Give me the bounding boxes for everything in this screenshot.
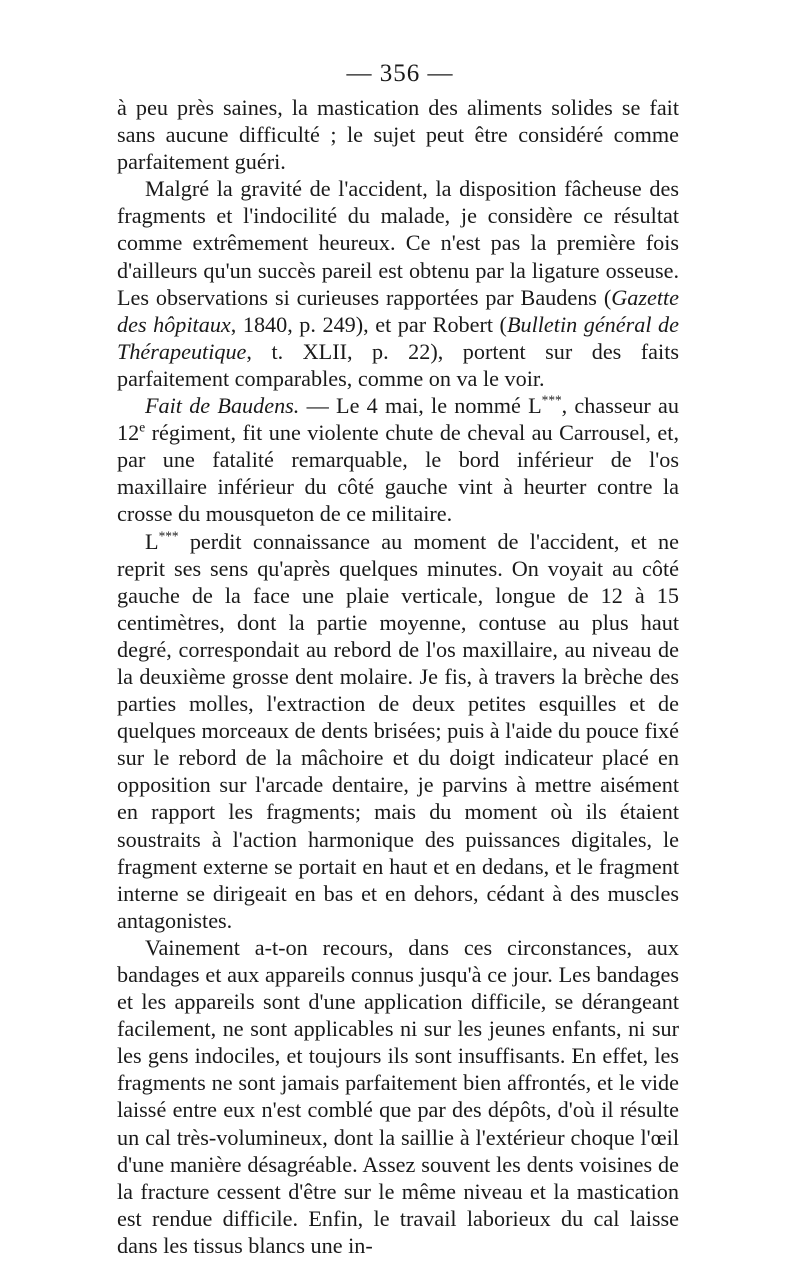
superscript-ordinal: e (139, 419, 146, 435)
text-segment: perdit connaissance au moment de l'accident, et ne reprit ses sens qu'après quelques minutes. On voyait au côté gauche de la face une plaie verticale, longue de 12 à 15 centimètres, dont la partie moyenne, contuse au plus haut degré, correspondait au rebord de l'os maxillaire, au niveau de la deuxième grosse dent molaire. Je fis, à travers la brèche des parties molles, l'extraction de deux petites esquilles et de quelques morceaux de dents brisées; puis à l'aide du pouce fixé sur le rebord de la mâchoire et du doigt indicateur placé en opposition sur l'arcade dentaire, je parvins à mettre aisément en rapport les fragments; mais du moment où ils étaient soustraits à l'action harmonique des puissances digitales, le fragment externe se portait en haut et en dedans, et le fragment interne se dirigeait en bas et en dehors, cédant à des muscles antagonistes. (117, 528, 679, 933)
text-segment: , 1840, p. 249), et par Robert ( (230, 311, 507, 337)
text-segment: régiment, fit une violente chute de cheval au Carrousel, et, par une fatalité remarquable, le bord inférieur de l'os maxillaire inférieur du côté gauche vint à heurter contre la crosse du mousqueton de ce militaire. (117, 420, 679, 527)
paragraph-baudens-robert (117, 175, 679, 392)
section-heading-fait-de-baudens: Fait de Baudens. (145, 393, 300, 419)
text-segment: Malgré la gravité de l'accident, la disposition fâcheuse des fragments et l'indocilité du malade, je considère ce résultat comme extrêmement heureux. Ce n'est pas la première fois d'ailleurs qu'un succès pareil est obtenu par la ligature osseuse. Les observations si curieuses rapportées par Baudens ( (117, 176, 679, 310)
body-text (117, 94, 679, 1259)
paragraph-bandages: Vainement a-t-on recours, dans ces circonstances, aux bandages et aux appareils connus jusqu'à ce jour. Les bandages et les appareils sont d'une application difficile, se dérangeant facilement, ne sont applicables ni sur les jeunes enfants, ni sur les gens indociles, et toujours ils sont insuffisants. En effet, les fragments ne sont jamais parfaitement bien affrontés, et le vide laissé entre eux n'est comblé que par des dépôts, d'où il résulte un cal très-volumineux, dont la saillie à l'extérieur choque l'œil d'une manière désagréable. Assez souvent les dents voisines de la fracture cessent d'être sur le même niveau et la mastication est rendue difficile. Enfin, le travail laborieux du cal laisse dans les tissus blancs une in- (117, 934, 679, 1258)
text-segment: , chasseur au 12 (117, 393, 679, 446)
citation-bulletin: Bulletin général de Thérapeutique (117, 311, 679, 364)
page-number: — 356 — (346, 60, 454, 87)
text-segment: L (145, 528, 159, 554)
citation-gazette: Gazette des hôpitaux (117, 284, 679, 337)
paragraph-fait-de-baudens (117, 392, 679, 527)
text-segment: , t. XLII, p. 22), portent sur des faits parfaitement comparables, comme on va le voir. (117, 338, 679, 391)
paragraph-continuation: à peu près saines, la mastication des aliments solides se fait sans aucune difficulté ; le sujet peut être considéré comme parfaitement guéri. (117, 95, 679, 175)
paragraph-case-description (117, 528, 679, 934)
text-segment: — Le 4 mai, le nommé L (299, 393, 542, 419)
superscript-asterisks: *** (541, 392, 562, 408)
superscript-asterisks: *** (158, 528, 179, 544)
